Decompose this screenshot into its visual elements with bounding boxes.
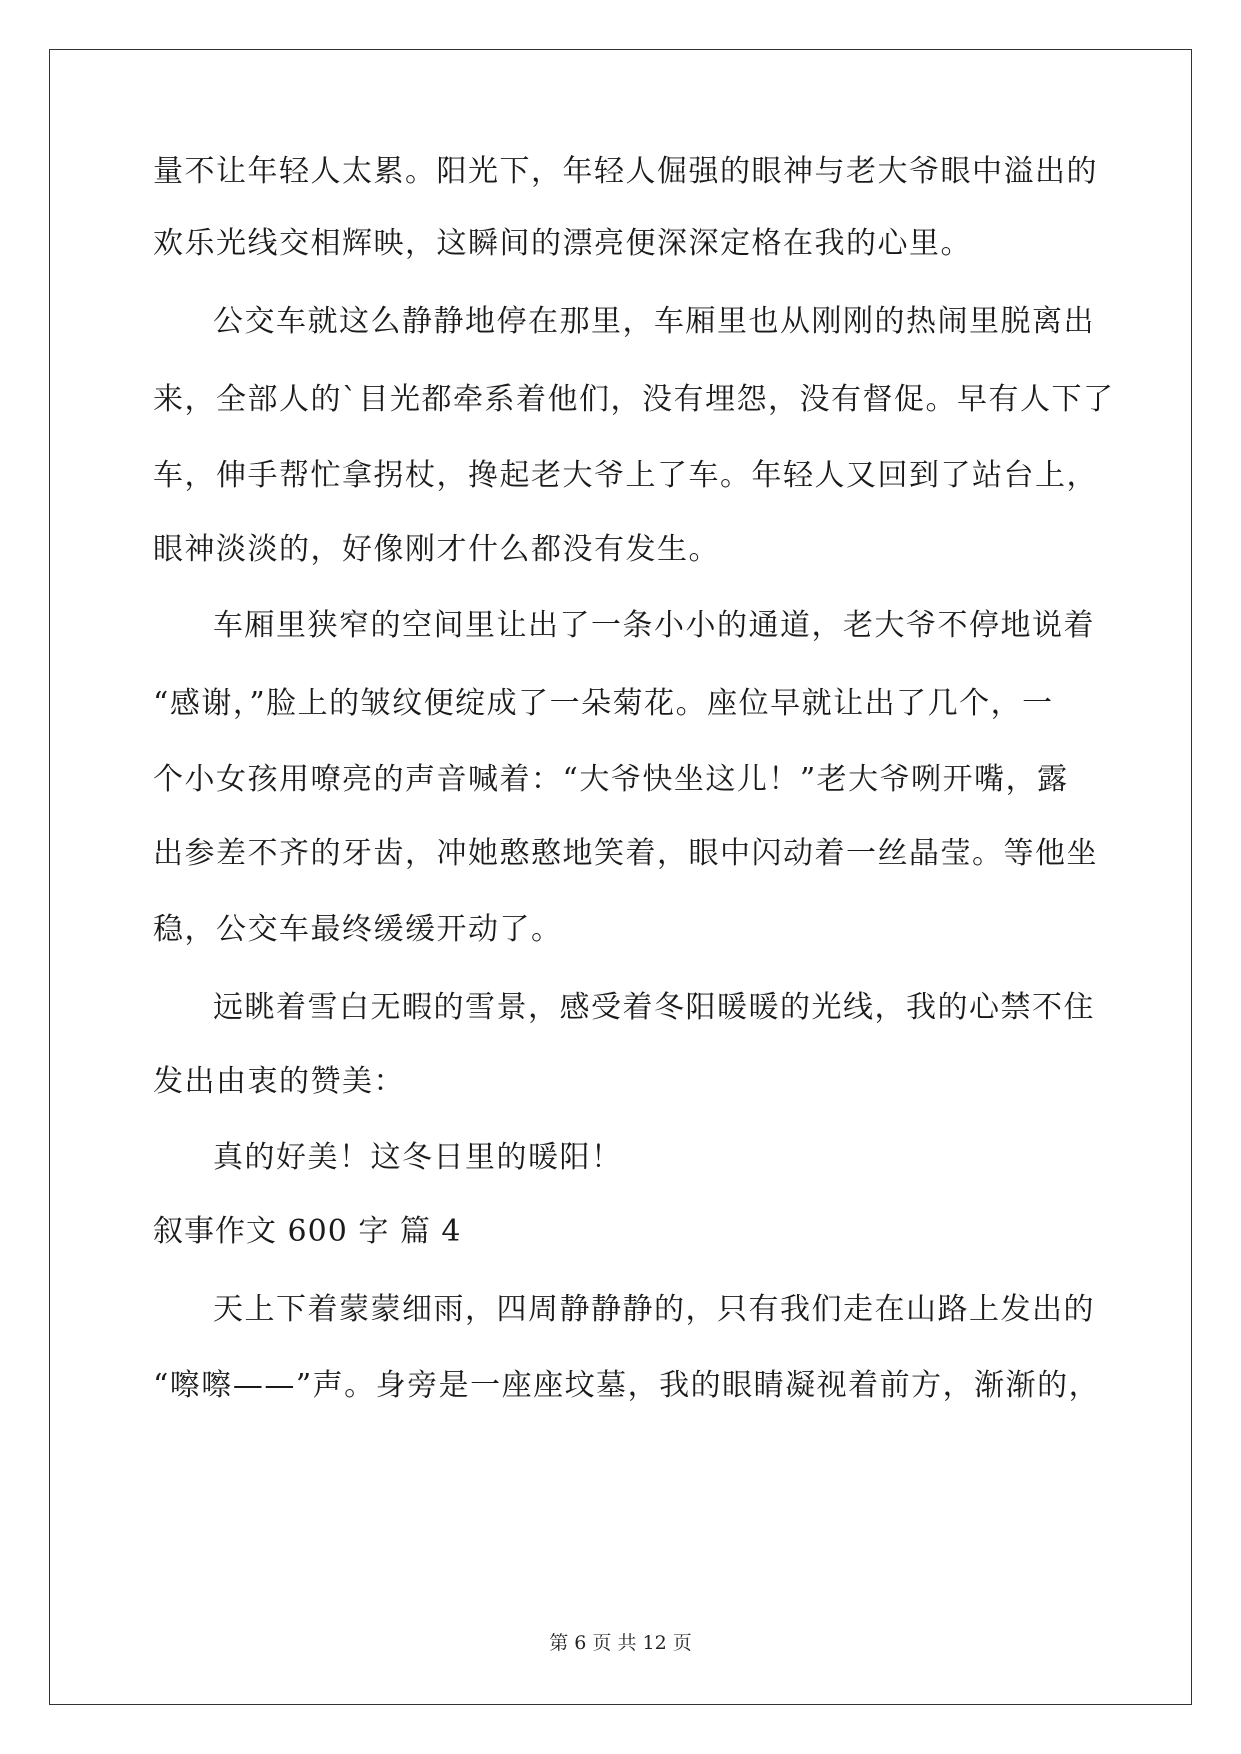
text-line: “嚓嚓——”声。身旁是一座座坟墓，我的眼睛凝视着前方，渐渐的， (153, 1368, 1101, 1403)
text-line: 出参差不齐的牙齿，冲她憨憨地笑着，眼中闪动着一丝晶莹。等他坐 (153, 836, 1098, 871)
text-line: 眼神淡淡的，好像刚才什么都没有发生。 (153, 532, 720, 567)
paragraph-first-line: 天上下着蒙蒙细雨，四周静静静的，只有我们走在山路上发出的 (213, 1292, 1095, 1327)
text-line: “感谢，”脸上的皱纹便绽成了一朵菊花。座位早就让出了几个，一 (153, 686, 1054, 721)
text-line: 欢乐光线交相辉映，这瞬间的漂亮便深深定格在我的心里。 (153, 226, 972, 261)
page-footer (0, 1630, 1241, 1656)
text-line: 量不让年轻人太累。阳光下，年轻人倔强的眼神与老大爷眼中溢出的 (153, 154, 1098, 189)
text-line: 车，伸手帮忙拿拐杖，搀起老大爷上了车。年轻人又回到了站台上， (153, 458, 1098, 493)
section-heading: 叙事作文 600 字 篇 4 (153, 1214, 462, 1249)
text-line: 来，全部人的`目光都牵系着他们，没有埋怨，没有督促。早有人下了 (153, 382, 1115, 417)
paragraph-first-line: 远眺着雪白无暇的雪景，感受着冬阳暖暖的光线，我的心禁不住 (213, 990, 1095, 1025)
text-line: 稳，公交车最终缓缓开动了。 (153, 912, 563, 947)
paragraph-first-line: 公交车就这么静静地停在那里，车厢里也从刚刚的热闹里脱离出 (213, 304, 1095, 339)
text-line: 个小女孩用嘹亮的声音喊着：“大爷快坐这儿！”老大爷咧开嘴，露 (153, 762, 1069, 797)
paragraph-first-line: 真的好美！这冬日里的暖阳！ (213, 1140, 623, 1175)
page-number: 第 6 页 共 12 页 (549, 1632, 692, 1654)
text-line: 发出由衷的赞美： (153, 1064, 405, 1099)
paragraph-first-line: 车厢里狭窄的空间里让出了一条小小的通道，老大爷不停地说着 (213, 608, 1095, 643)
page-border (49, 49, 1192, 1705)
